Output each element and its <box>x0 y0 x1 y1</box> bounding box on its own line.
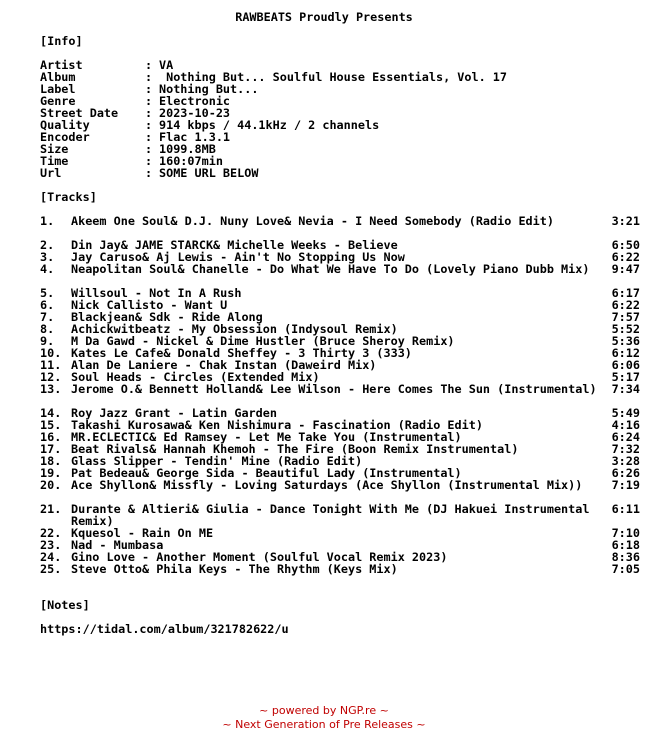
track-title: Kates Le Cafe& Donald Sheffey - 3 Thirty 3 (333) <box>71 346 412 360</box>
track-duration: 6:22 <box>611 250 640 264</box>
info-separator: : <box>145 58 153 72</box>
track-duration: 5:17 <box>611 370 640 384</box>
track-title: Steve Otto& Phila Keys - The Rhythm (Keys Mix) <box>71 562 398 576</box>
track-number: 1. <box>40 214 55 228</box>
track-title: Nick Callisto - Want U <box>71 298 228 312</box>
track-duration: 7:05 <box>611 562 640 576</box>
track-title: Neapolitan Soul& Chanelle - Do What We Have To Do (Lovely Piano Dubb Mix) <box>71 262 590 276</box>
track-number: 21. <box>40 502 62 516</box>
track-duration: 7:32 <box>611 442 640 456</box>
header-title: RAWBEATS Proudly Presents <box>235 10 413 24</box>
track-number: 2. <box>40 238 55 252</box>
track-title: Pat Bedeau& George Sida - Beautiful Lady (Instrumental) <box>71 466 462 480</box>
track-title: Roy Jazz Grant - Latin Garden <box>71 406 277 420</box>
info-separator: : <box>145 94 153 108</box>
track-duration: 7:19 <box>611 478 640 492</box>
track-duration: 7:34 <box>611 382 640 396</box>
track-number: 25. <box>40 562 62 576</box>
track-duration: 6:24 <box>611 430 640 444</box>
info-value: Nothing But... <box>159 82 259 96</box>
track-title: Jerome O.& Bennett Holland& Lee Wilson - Here Comes The Sun (Instrumental) <box>71 382 597 396</box>
info-key: Album <box>40 70 76 84</box>
info-separator: : <box>145 130 153 144</box>
track-duration: 5:52 <box>611 322 640 336</box>
track-number: 13. <box>40 382 62 396</box>
info-value: SOME URL BELOW <box>159 166 259 180</box>
track-duration: 6:06 <box>611 358 640 372</box>
notes-url[interactable]: https://tidal.com/album/321782622/u <box>40 622 289 636</box>
track-duration: 6:12 <box>611 346 640 360</box>
info-separator: : <box>145 70 153 84</box>
track-duration: 3:21 <box>611 214 640 228</box>
notes-heading: [Notes] <box>40 598 90 612</box>
info-key: Quality <box>40 118 90 132</box>
track-title: Akeem One Soul& D.J. Nuny Love& Nevia - I Need Somebody (Radio Edit) <box>71 214 554 228</box>
info-separator: : <box>145 106 153 120</box>
track-title: Gino Love - Another Moment (Soulful Vocal Remix 2023) <box>71 550 448 564</box>
track-title: M Da Gawd - Nickel & Dime Hustler (Bruce Sheroy Remix) <box>71 334 455 348</box>
track-number: 3. <box>40 250 55 264</box>
track-number: 15. <box>40 418 62 432</box>
footer-tagline: ~ Next Generation of Pre Releases ~ <box>222 718 426 731</box>
track-number: 7. <box>40 310 55 324</box>
info-key: Genre <box>40 94 76 108</box>
track-duration: 3:28 <box>611 454 640 468</box>
info-key: Label <box>40 82 76 96</box>
info-separator: : <box>145 82 153 96</box>
track-duration: 9:47 <box>611 262 640 276</box>
footer-powered-by: ~ powered by NGP.re ~ <box>259 704 389 717</box>
track-title: Jay Caruso& Aj Lewis - Ain't No Stopping Us Now <box>71 250 405 264</box>
track-duration: 4:16 <box>611 418 640 432</box>
track-duration: 5:49 <box>611 406 640 420</box>
track-duration: 5:36 <box>611 334 640 348</box>
info-key: Artist <box>40 58 83 72</box>
track-title: Durante & Altieri& Giulia - Dance Tonight With Me (DJ Hakuei Instrumental Remix) <box>71 502 590 528</box>
track-duration: 6:22 <box>611 298 640 312</box>
track-number: 18. <box>40 454 62 468</box>
track-title: Achickwitbeatz - My Obsession (Indysoul Remix) <box>71 322 398 336</box>
track-number: 4. <box>40 262 55 276</box>
track-number: 10. <box>40 346 62 360</box>
track-title: Takashi Kurosawa& Ken Nishimura - Fascination (Radio Edit) <box>71 418 483 432</box>
track-title: MR.ECLECTIC& Ed Ramsey - Let Me Take You (Instrumental) <box>71 430 462 444</box>
info-key: Encoder <box>40 130 90 144</box>
track-number: 6. <box>40 298 55 312</box>
track-number: 23. <box>40 538 62 552</box>
track-number: 24. <box>40 550 62 564</box>
track-number: 19. <box>40 466 62 480</box>
tracks-heading: [Tracks] <box>40 190 97 204</box>
info-key: Size <box>40 142 69 156</box>
track-title: Alan De Laniere - Chak Instan (Daweird Mix) <box>71 358 377 372</box>
info-value: 2023-10-23 <box>159 106 231 120</box>
track-title: Glass Slipper - Tendin' Mine (Radio Edit) <box>71 454 363 468</box>
info-value: Flac 1.3.1 <box>159 130 231 144</box>
info-key: Time <box>40 154 69 168</box>
info-value: Nothing But... Soulful House Essentials, Vol. 17 <box>159 70 508 84</box>
info-separator: : <box>145 118 153 132</box>
track-title: Din Jay& JAME STARCK& Michelle Weeks - Believe <box>71 238 398 252</box>
track-title: Kquesol - Rain On ME <box>71 526 214 540</box>
info-key: Street Date <box>40 106 119 120</box>
track-number: 14. <box>40 406 62 420</box>
track-number: 9. <box>40 334 55 348</box>
track-title: Blackjean& Sdk - Ride Along <box>71 310 263 324</box>
info-separator: : <box>145 166 153 180</box>
info-key: Url <box>40 166 62 180</box>
track-duration: 6:17 <box>611 286 640 300</box>
track-number: 17. <box>40 442 62 456</box>
track-number: 20. <box>40 478 62 492</box>
track-title: Soul Heads - Circles (Extended Mix) <box>71 370 320 384</box>
info-value: 160:07min <box>159 154 223 168</box>
track-number: 22. <box>40 526 62 540</box>
track-duration: 8:36 <box>611 550 640 564</box>
info-value: 914 kbps / 44.1kHz / 2 channels <box>159 118 380 132</box>
track-duration: 6:26 <box>611 466 640 480</box>
track-number: 5. <box>40 286 55 300</box>
info-separator: : <box>145 142 153 156</box>
info-value: VA <box>159 58 174 72</box>
track-duration: 7:10 <box>611 526 640 540</box>
info-value: 1099.8MB <box>159 142 216 156</box>
track-title: Willsoul - Not In A Rush <box>71 286 242 300</box>
info-heading: [Info] <box>40 34 83 48</box>
info-value: Electronic <box>159 94 231 108</box>
track-duration: 6:11 <box>611 502 640 516</box>
track-number: 16. <box>40 430 62 444</box>
track-number: 11. <box>40 358 62 372</box>
track-number: 12. <box>40 370 62 384</box>
track-title: Beat Rivals& Hannah Khemoh - The Fire (Boon Remix Instrumental) <box>71 442 519 456</box>
info-separator: : <box>145 154 153 168</box>
track-duration: 6:18 <box>611 538 640 552</box>
track-title: Ace Shyllon& Missfly - Loving Saturdays (Ace Shyllon (Instrumental Mix)) <box>71 478 583 492</box>
track-title: Nad - Mumbasa <box>71 538 164 552</box>
track-number: 8. <box>40 322 55 336</box>
track-duration: 6:50 <box>611 238 640 252</box>
track-duration: 7:57 <box>611 310 640 324</box>
